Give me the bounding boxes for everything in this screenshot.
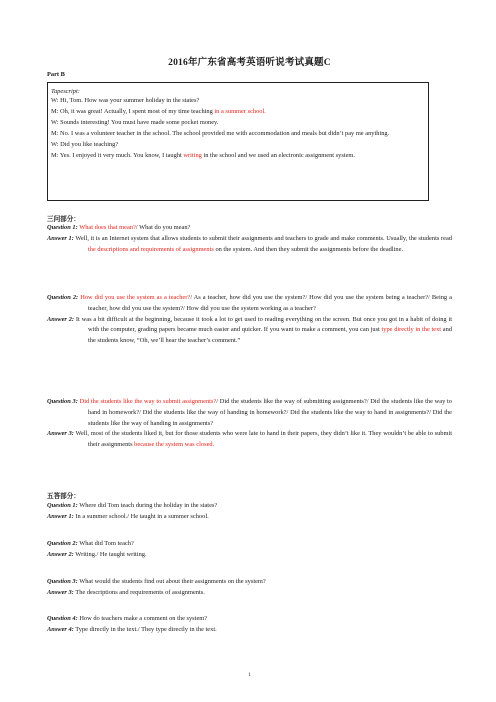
ask-section-heading: 三问部分： bbox=[47, 216, 80, 223]
key-phrase: in a summer school. bbox=[214, 107, 266, 115]
tapescript-line: M: No. I was a volunteer teacher in the school. The school provided me with accommodation and meals but didn’t pay me anything. bbox=[51, 129, 390, 137]
tapescript-line: W: Did you like teaching? bbox=[51, 140, 119, 148]
page-number: 1 bbox=[248, 672, 251, 678]
part-label: Part B bbox=[47, 71, 65, 78]
tapescript-line: W: Sounds interesting! You must have made some pocket money. bbox=[51, 118, 219, 126]
ask-block-3: Question 3: Did the students like the way to submit assignments?/ Did the students like the way of submitting assignments?/ Did the students like the way to hand in homework?/ Did the students like the way of handing in homework?/ Did the students like the way to hand in assignments?/ Did the students like the way of handing in assignments? Answer 3: Well, most of the students liked it, but for those students who were late to hand in their papers, they didn’t like it. They wouldn’t be able to submit their assignments because the system was closed. bbox=[47, 398, 452, 449]
page-title: 2016年广东省高考英语听说考试真题C bbox=[168, 58, 331, 68]
tapescript-box bbox=[47, 82, 429, 201]
ask-block-1: Question 1: What does that mean?/ What do you mean? Answer 1: Well, it is an Internet system that allows students to submit their assignments and teachers to grade and make comments. Usually, the students read the descriptions and requirements of assignments on the system. And then they submit the assignments before the deadline. bbox=[47, 224, 453, 253]
tapescript-line: M: Oh, it was great! Actually, I spent most of my time teaching in a summer school. bbox=[51, 107, 266, 115]
tapescript-line: W: Hi, Tom. How was your summer holiday in the states? bbox=[51, 97, 200, 104]
tapescript-line: M: Yes. I enjoyed it very much. You know, I taught writing in the school and we used an electronic assignment system. bbox=[51, 151, 356, 159]
ask-block-2: Question 2: How did you use the system as a teacher?/ As a teacher, how did you use the system?/ How did you use the system being a teacher?/ Being a teacher, how did you use the system?/ How did you use the system working as a teacher? Answer 2: It was a bit difficult at the beginning, because it took a lot to get used to reading everything on the screen. But once you got in a habit of doing it with the computer, grading papers became much easier and quicker. If you want to make a comment, you can just type directly in the text and the students know, “Oh, we’ll hear the teacher’s comment.” bbox=[47, 294, 452, 345]
answer-block-1: Question 1: Where did Tom teach during the holiday in the states? Answer 1: In a summer school./ He taught in a summer school. bbox=[47, 502, 218, 520]
answer-block-2: Question 2: What did Tom teach? Answer 2: Writing./ He taught writing. bbox=[47, 540, 147, 558]
key-phrase: writing bbox=[183, 151, 202, 159]
answer-section-heading: 五答部分： bbox=[47, 493, 80, 500]
tapescript-heading: Tapescript: bbox=[51, 88, 80, 95]
answer-block-3: Question 3: What would the students find out about their assignments on the system? Answer 3: The descriptions and requirements of assignments. bbox=[47, 578, 266, 596]
answer-block-4: Question 4: How do teachers make a comment on the system? Answer 4: Type directly in the text./ They type directly in the text. bbox=[47, 615, 217, 633]
